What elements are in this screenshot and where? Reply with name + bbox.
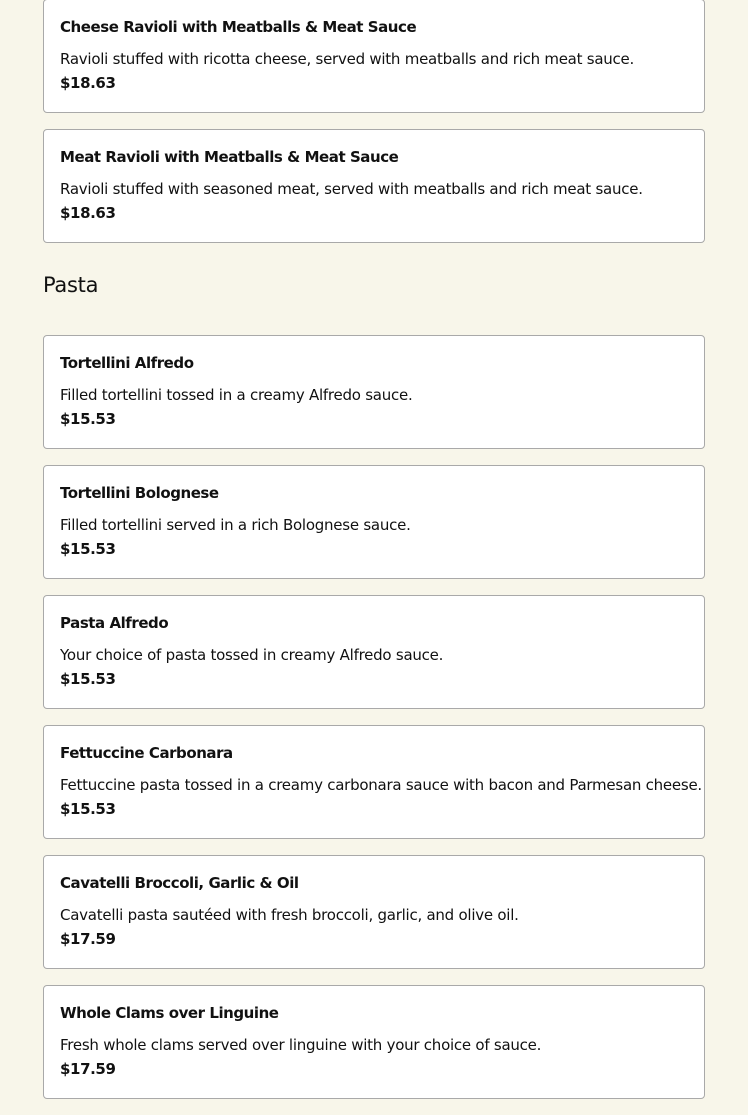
menu-item-name: Pasta Alfredo bbox=[60, 614, 169, 632]
menu-item-name: Tortellini Alfredo bbox=[60, 354, 194, 372]
menu-item-description: Filled tortellini tossed in a creamy Alfredo sauce. bbox=[60, 386, 413, 404]
menu-item-description: Filled tortellini served in a rich Bolognese sauce. bbox=[60, 516, 411, 534]
menu-item-card[interactable] bbox=[43, 129, 705, 243]
menu-item-price: $18.63 bbox=[60, 74, 116, 92]
menu-item-card[interactable] bbox=[43, 855, 705, 969]
menu-page bbox=[43, 0, 705, 1115]
menu-item-price: $15.53 bbox=[60, 800, 116, 818]
menu-item-price: $15.53 bbox=[60, 540, 116, 558]
menu-item-price: $17.59 bbox=[60, 1060, 116, 1078]
menu-item-description: Fresh whole clams served over linguine with your choice of sauce. bbox=[60, 1036, 542, 1054]
menu-item-name: Cheese Ravioli with Meatballs & Meat Sauce bbox=[60, 18, 417, 36]
menu-item-price: $17.59 bbox=[60, 930, 116, 948]
menu-item-price: $15.53 bbox=[60, 670, 116, 688]
menu-item-name: Cavatelli Broccoli, Garlic & Oil bbox=[60, 874, 299, 892]
menu-item-price: $15.53 bbox=[60, 410, 116, 428]
menu-item-card[interactable] bbox=[43, 335, 705, 449]
menu-item-card[interactable] bbox=[43, 595, 705, 709]
menu-item-name: Whole Clams over Linguine bbox=[60, 1004, 279, 1022]
menu-item-description: Fettuccine pasta tossed in a creamy carbonara sauce with bacon and Parmesan cheese. bbox=[60, 776, 702, 794]
menu-item-card[interactable] bbox=[43, 465, 705, 579]
menu-item-card[interactable] bbox=[43, 985, 705, 1099]
menu-item-description: Ravioli stuffed with seasoned meat, served with meatballs and rich meat sauce. bbox=[60, 180, 643, 198]
menu-item-description: Ravioli stuffed with ricotta cheese, served with meatballs and rich meat sauce. bbox=[60, 50, 635, 68]
menu-item-card[interactable] bbox=[43, 725, 705, 839]
section-title-pasta: Pasta bbox=[43, 273, 99, 297]
menu-item-name: Tortellini Bolognese bbox=[60, 484, 219, 502]
menu-item-description: Cavatelli pasta sautéed with fresh broccoli, garlic, and olive oil. bbox=[60, 906, 519, 924]
menu-item-price: $18.63 bbox=[60, 204, 116, 222]
menu-item-card[interactable] bbox=[43, 0, 705, 113]
menu-item-name: Fettuccine Carbonara bbox=[60, 744, 233, 762]
menu-item-description: Your choice of pasta tossed in creamy Alfredo sauce. bbox=[60, 646, 444, 664]
menu-item-name: Meat Ravioli with Meatballs & Meat Sauce bbox=[60, 148, 399, 166]
